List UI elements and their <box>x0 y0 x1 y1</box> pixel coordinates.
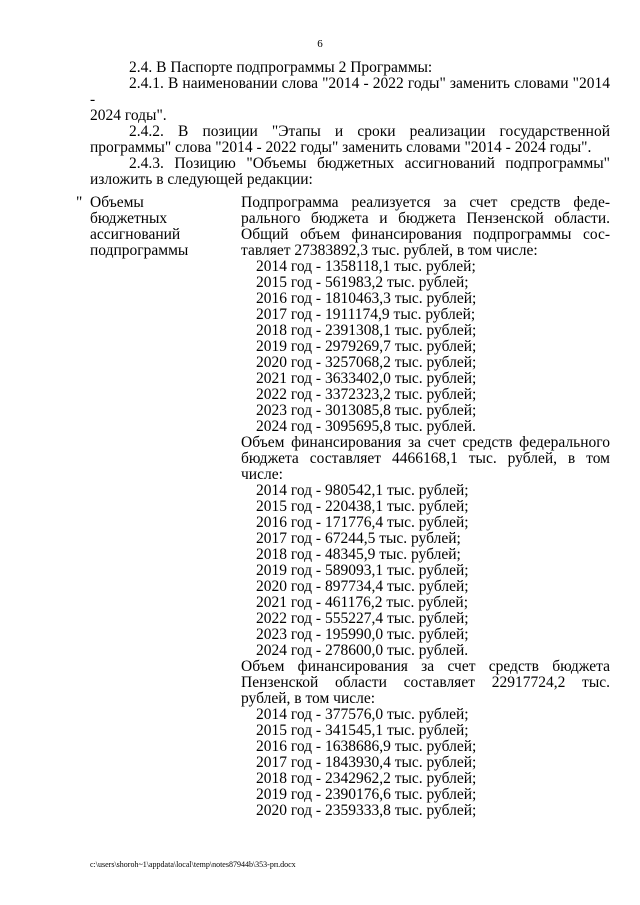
paragraph-2-4: 2.4. В Паспорте подпрограммы 2 Программы: <box>129 59 433 76</box>
year-item: 2019 год - 2979269,7 тыс. рублей; <box>256 338 477 355</box>
year-item: 2020 год - 2359333,8 тыс. рублей; <box>256 802 477 819</box>
year-item: 2014 год - 980542,1 тыс. рублей; <box>256 482 469 499</box>
year-item: 2014 год - 1358118,1 тыс. рублей; <box>256 258 476 275</box>
year-item: 2019 год - 589093,1 тыс. рублей; <box>256 562 469 579</box>
label-line: Объемы <box>90 194 144 211</box>
year-item: 2014 год - 377576,0 тыс. рублей; <box>256 706 469 723</box>
paragraph-2-4-3-line1: 2.4.3. Позицию "Объемы бюджетных ассигнований подпрограммы" <box>129 155 610 172</box>
year-item: 2023 год - 3013085,8 тыс. рублей; <box>256 402 477 419</box>
year-item: 2018 год - 48345,9 тыс. рублей; <box>256 546 461 563</box>
opening-quote: " <box>76 194 83 211</box>
paragraph-2-4-2-line2: программы" слова "2014 - 2022 годы" заменить словами "2014 - 2024 годы". <box>90 139 592 156</box>
page-number: 6 <box>317 38 323 50</box>
federal-funding-paragraph <box>241 435 610 483</box>
year-item: 2022 год - 555227,4 тыс. рублей; <box>256 610 469 627</box>
label-line: подпрограммы <box>90 242 189 259</box>
paragraph-2-4-1-line1: 2.4.1. В наименовании слова "2014 - 2022 годы" заменить словами "2014 - <box>90 75 610 108</box>
paragraph-2-4-3-line2: изложить в следующей редакции: <box>90 171 313 188</box>
year-item: 2022 год - 3372323,2 тыс. рублей; <box>256 386 477 403</box>
file-path-footer: c:\users\shoroh~1\appdata\local\temp\notes87944b\353-рп.docx <box>90 860 296 869</box>
text-line: бюджета составляет 4466168,1 тыс. рублей, в том <box>241 450 610 467</box>
year-item: 2023 год - 195990,0 тыс. рублей; <box>256 626 469 643</box>
total-funding-paragraph <box>241 195 610 259</box>
year-item: 2017 год - 67244,5 тыс. рублей; <box>256 530 461 547</box>
year-item: 2021 год - 461176,2 тыс. рублей; <box>256 594 468 611</box>
regional-funding-by-year <box>241 707 610 819</box>
year-item: 2019 год - 2390176,6 тыс. рублей; <box>256 786 477 803</box>
label-line: бюджетных <box>90 210 168 227</box>
text-line: Объем финансирования за счет средств бюджета <box>241 658 610 675</box>
position-content <box>241 195 610 819</box>
text-line: Объем финансирования за счет средств федерального <box>241 434 610 451</box>
label-line: ассигнований <box>90 226 181 243</box>
text-line: рублей, в том числе: <box>241 690 376 707</box>
year-item: 2018 год - 2342962,2 тыс. рублей; <box>256 770 477 787</box>
text-line: Пензенской области составляет 22917724,2 тыс. <box>241 674 610 691</box>
total-funding-by-year <box>241 259 610 435</box>
intro-section <box>90 60 610 188</box>
regional-funding-paragraph <box>241 659 610 707</box>
year-item: 2018 год - 2391308,1 тыс. рублей; <box>256 322 477 339</box>
year-item: 2024 год - 278600,0 тыс. рублей. <box>256 642 469 659</box>
text-line: Общий объем финансирования подпрограммы сос- <box>241 226 610 243</box>
year-item: 2016 год - 1638686,9 тыс. рублей; <box>256 738 477 755</box>
text-line: Подпрограмма реализуется за счет средств феде- <box>241 194 610 211</box>
year-item: 2015 год - 220438,1 тыс. рублей; <box>256 498 469 515</box>
year-item: 2016 год - 171776,4 тыс. рублей; <box>256 514 469 531</box>
year-item: 2017 год - 1911174,9 тыс. рублей; <box>256 306 476 323</box>
position-label <box>76 194 230 259</box>
federal-funding-by-year <box>241 483 610 659</box>
year-item: 2017 год - 1843930,4 тыс. рублей; <box>256 754 477 771</box>
year-item: 2015 год - 561983,2 тыс. рублей; <box>256 274 469 291</box>
year-item: 2021 год - 3633402,0 тыс. рублей; <box>256 370 477 387</box>
year-item: 2020 год - 3257068,2 тыс. рублей; <box>256 354 477 371</box>
year-item: 2024 год - 3095695,8 тыс. рублей. <box>256 418 476 435</box>
paragraph-2-4-2-line1: 2.4.2. В позиции "Этапы и сроки реализации государственной <box>129 123 610 140</box>
year-item: 2015 год - 341545,1 тыс. рублей; <box>256 722 469 739</box>
text-line: тавляет 27383892,3 тыс. рублей, в том числе: <box>241 242 538 259</box>
year-item: 2016 год - 1810463,3 тыс. рублей; <box>256 290 477 307</box>
text-line: числе: <box>241 466 283 483</box>
paragraph-2-4-1-line2: 2024 годы". <box>90 107 167 124</box>
text-line: рального бюджета и бюджета Пензенской области. <box>241 210 610 227</box>
year-item: 2020 год - 897734,4 тыс. рублей; <box>256 578 469 595</box>
